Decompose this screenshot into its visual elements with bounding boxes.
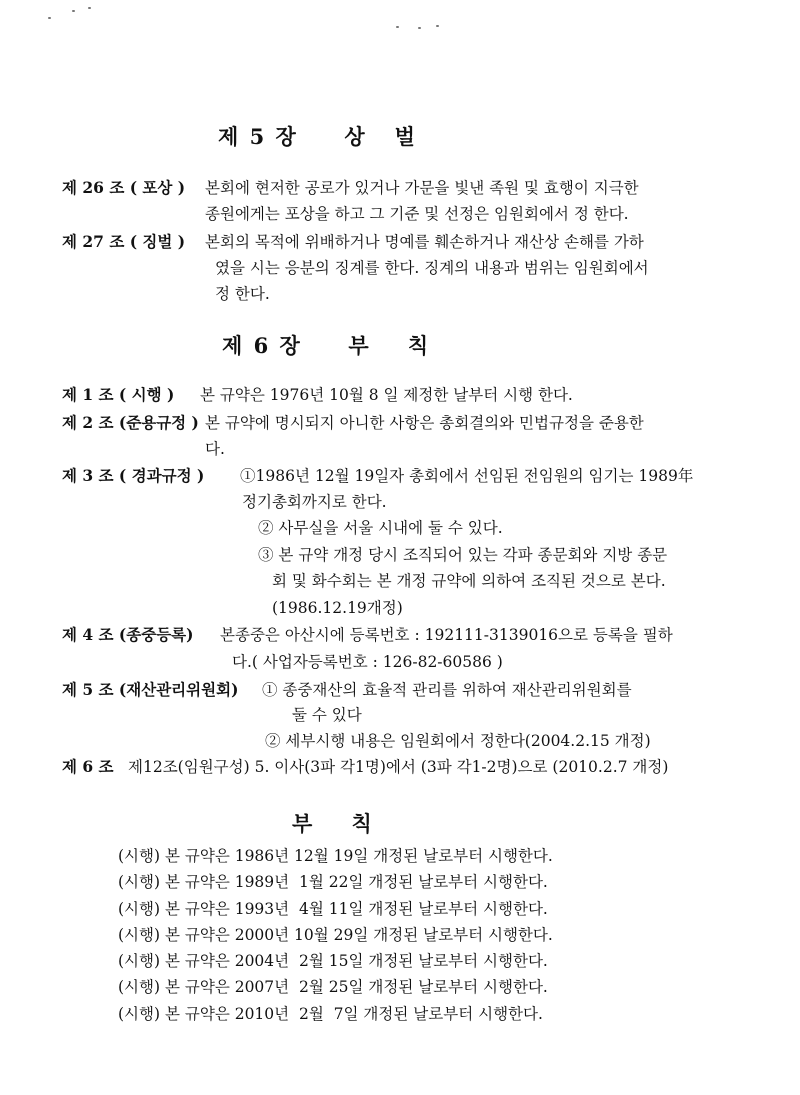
addenda-item: (시행) 본 규약은 2007년 2월 25일 개정된 날로부터 시행한다. [118, 978, 548, 996]
scan-speck [418, 27, 421, 29]
addenda-item: (시행) 본 규약은 2004년 2월 15일 개정된 날로부터 시행한다. [118, 952, 548, 970]
chapter6-article-2-text: 본 규약에 명시되지 아니한 사항은 총회결의와 민법규정을 준용한 [205, 414, 644, 432]
chapter6-article-2-text: 다. [205, 440, 225, 458]
scan-speck [72, 10, 75, 12]
article-26-label: 제 26 조 ( 포상 ) [62, 178, 186, 197]
chapter6-article-2-label: 제 2 조 (준용규정 ) [62, 413, 199, 432]
chapter6-article-5-label: 제 5 조 (재산관리위원회) [62, 680, 239, 699]
chapter6-article-3-text: ② 사무실을 서울 시내에 둘 수 있다. [258, 519, 503, 537]
scan-speck [88, 7, 91, 9]
article-27-text: 였을 시는 응분의 징계를 한다. 징계의 내용과 범위는 임원회에서 [215, 259, 649, 277]
article-26-text: 종원에게는 포상을 하고 그 기준 및 선정은 임원회에서 정 한다. [205, 205, 629, 223]
chapter6-article-3-text: (1986.12.19개정) [272, 599, 403, 617]
chapter6-article-4-label: 제 4 조 (종중등록) [62, 625, 194, 644]
chapter6-article-6-label: 제 6 조 [62, 757, 114, 776]
scan-speck [396, 26, 399, 28]
chapter6-article-1-label: 제 1 조 ( 시행 ) [62, 385, 175, 404]
addenda-item: (시행) 본 규약은 2000년 10월 29일 개정된 날로부터 시행한다. [118, 926, 553, 944]
chapter6-article-4-text: 다.( 사업자등록번호 : 126-82-60586 ) [232, 653, 503, 671]
addenda-item: (시행) 본 규약은 1993년 4월 11일 개정된 날로부터 시행한다. [118, 900, 548, 918]
chapter6-article-3-label: 제 3 조 ( 경과규정 ) [62, 466, 205, 485]
chapter6-article-5-text: ② 세부시행 내용은 임원회에서 정한다(2004.2.15 개정) [265, 732, 651, 750]
chapter6-article-6-text: 제12조(임원구성) 5. 이사(3파 각1명)에서 (3파 각1-2명)으로 (2010.2.7 개정) [128, 758, 669, 776]
chapter6-article-3-text: ①1986년 12월 19일자 총회에서 선임된 전임원의 임기는 1989年 [240, 467, 694, 485]
chapter6-article-3-text: ③ 본 규약 개정 당시 조직되어 있는 각파 종문회와 지방 종문 [258, 546, 668, 564]
article-26-text: 본회에 현저한 공로가 있거나 가문을 빛낸 족원 및 효행이 지극한 [205, 179, 639, 197]
chapter6-article-4-text: 본종중은 아산시에 등록번호 : 192111-3139016으로 등록을 필하 [220, 626, 673, 644]
chapter6-article-1-text: 본 규약은 1976년 10월 8 일 제정한 날부터 시행 한다. [200, 386, 573, 404]
scan-speck [436, 25, 439, 27]
addenda-item: (시행) 본 규약은 1986년 12월 19일 개정된 날로부터 시행한다. [118, 847, 553, 865]
article-27-text: 본회의 목적에 위배하거나 명예를 훼손하거나 재산상 손해를 가하 [205, 233, 644, 251]
chapter-6-title: 제 6 장 부 칙 [222, 333, 431, 358]
chapter-5-title: 제 5 장 상 벌 [218, 124, 417, 149]
chapter6-article-5-text: 둘 수 있다 [292, 706, 362, 724]
scan-speck [48, 17, 51, 19]
chapter6-article-3-text: 정기총회까지로 한다. [242, 493, 387, 511]
addenda-item: (시행) 본 규약은 2010년 2월 7일 개정된 날로부터 시행한다. [118, 1005, 543, 1023]
addenda-title: 부 칙 [292, 811, 374, 836]
article-27-text: 정 한다. [215, 285, 270, 303]
addenda-item: (시행) 본 규약은 1989년 1월 22일 개정된 날로부터 시행한다. [118, 873, 548, 891]
chapter6-article-3-text: 회 및 화수회는 본 개정 규약에 의하여 조직된 것으로 본다. [272, 572, 666, 590]
article-27-label: 제 27 조 ( 징벌 ) [62, 232, 186, 251]
chapter6-article-5-text: ① 종중재산의 효율적 관리를 위하여 재산관리위원회를 [262, 681, 632, 699]
